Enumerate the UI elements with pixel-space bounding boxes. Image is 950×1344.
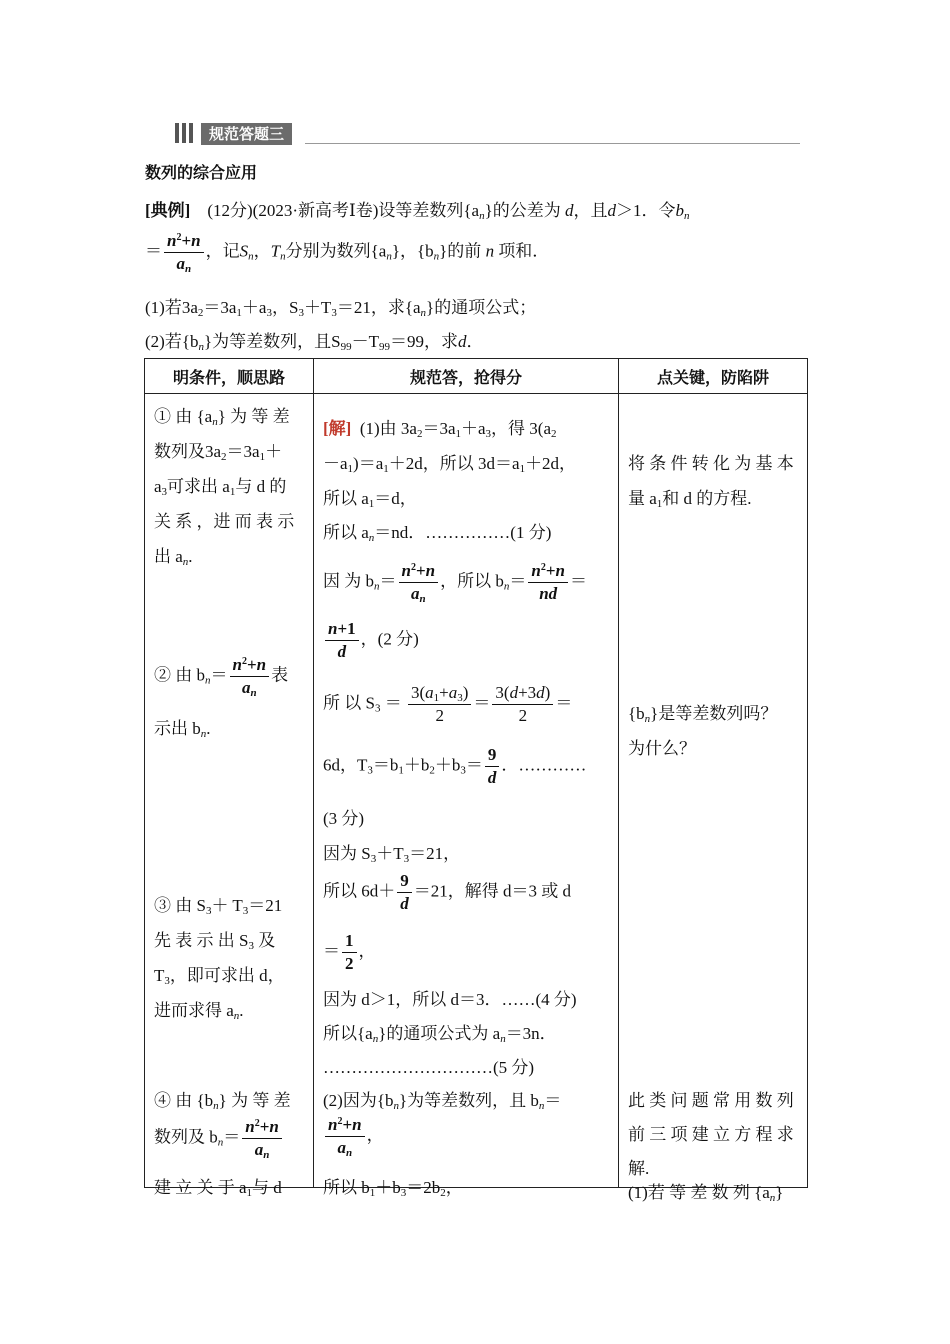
solution-label: [解] xyxy=(323,419,352,438)
solution-table xyxy=(144,358,808,1204)
topic-heading: 数列的综合应用 xyxy=(145,163,258,182)
answer-cell: [解] (1)由 $3a_2=3a_1+a_3$，得 $3(a_2$ $-a_1)=a_1+2d$，所以 $3d=a_1+2d$， 所以 $a_1=d$， 所以 $a_n=nd$．……………(1 分) 因 为 $b_n=$ $\frac{n^2+n}{a_n}$ ，所以 $b_n=$ $\frac{n^2+n}{nd}$ ＝ $\frac{n+1}{d}$ ，(2 分) 所 以 $S_3$ ＝ $\frac{3(a_1+a_3)}{2}$ ＝ $\frac{3(d+3d)}{2}$ ＝ 6d，$T_3=b_1+b_2+b_3=$ $\frac{9}{d}$ ．………… (3 分) 因为 $S_3+T_3=21$， 所以 6d＋ $\frac{9}{d}$ ＝21，解得 d＝3 或 d ＝ $\frac{1}{2}$ ， 因为 d＞1，所以 d＝3．……(4 分) 所以$\{a_n\}$的通项公式为 $a_n=3n$． …………………………(5 分) (2)因为$\{b_n\}$为等差数列，且 $b_n=$ $\frac{n^2+n}{a_n}$ ， 所以 $b_1+b_3=2b_2$， xyxy=(314,394,619,1188)
header-bars-icon xyxy=(175,123,196,148)
header-keypoints: 点关键，防陷阱 xyxy=(619,359,808,394)
conditions-cell: ① 由 $\{a_n\}$ 为 等 差 数列及$3a_2=3a_1+$ $a_3$可求出 $a_1$与 d 的 关 系 ，进 而 表 示 出 $a_n$. ② 由 $b_n=$ $\frac{n^2+n}{a_n}$ 表 示出 $b_n$. ③ 由 $S_3+ T_3=21$ 先 表 示 出 $S_3$ 及 $T_3$，即可求出 d， 进而求得 $a_n$. ④ 由 $\{b_n\}$ 为 等 差 数列及 $b_n=$ $\frac{n^2+n}{a_n}$ 建 立 关 于 $a_1$与 d xyxy=(145,394,314,1188)
problem-part-1: (1)若$3a_2=3a_1+a_3$，$S_3+T_3=21$，求$\{a_n\}$的通项公式； xyxy=(145,298,537,319)
header-conditions: 明条件，顺思路 xyxy=(145,359,314,394)
problem-line-2: ＝ $\frac{n^2+n}{a_n}$ ，记$S_n$，$T_n$分别为数列$\{a_n\}$，$\{b_n\}$的前 n 项和． xyxy=(145,231,550,275)
header-answer: 规范答，抢得分 xyxy=(314,359,619,394)
header-rule xyxy=(305,143,800,144)
section-title: 规范答题三 xyxy=(201,123,292,145)
problem-tag: [典例] xyxy=(145,201,191,220)
keypoints-cell: 将 条 件 转 化 为 基 本 量 $a_1$和 d 的方程. $\{b_n\}$是等差数列吗？ 为什么？ 此 类 问 题 常 用 数 列 前 三 项 建 立 方 程 求 解. (1)若 等 差 数 列 $\{a_n\}$ xyxy=(619,394,808,1188)
problem-line-1: [典例] (12分)(2023·新高考Ⅰ卷)设等差数列$\{a_n\}$的公差为 d，且d＞1．令$b_n$ xyxy=(145,201,690,222)
problem-part-2: (2)若$\{b_n\}$为等差数列，且$S_{99}-T_{99}=99$，求d． xyxy=(145,332,484,353)
section-header xyxy=(175,121,800,147)
